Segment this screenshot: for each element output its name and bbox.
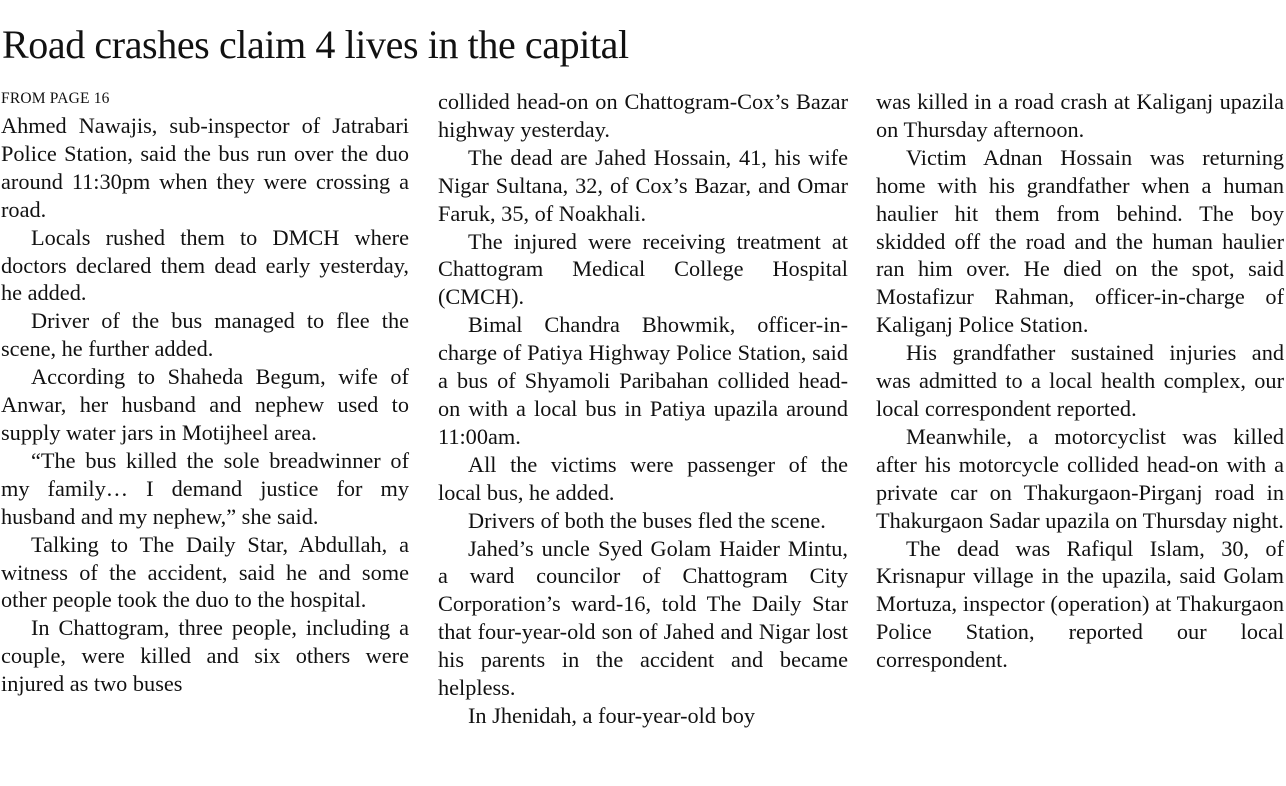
paragraph: Locals rushed them to DMCH where doctors declared them dead early yesterday, he added. — [1, 224, 409, 306]
paragraph: Driver of the bus managed to flee the scene, he further added. — [1, 308, 409, 362]
paragraph: Meanwhile, a motorcyclist was killed after his motorcycle collided head-on with a private car on Thakurgaon-Pirganj road in Thakurgaon Sadar upazila on Thursday night. — [876, 423, 1284, 533]
article-column-2 — [438, 88, 848, 730]
paragraph: was killed in a road crash at Kaliganj upazila on Thursday afternoon. — [876, 89, 1284, 142]
article-column-1 — [1, 112, 409, 698]
paragraph: According to Shaheda Begum, wife of Anwar, her husband and nephew used to supply water jars in Motijheel area. — [1, 364, 409, 445]
paragraph: Jahed’s uncle Syed Golam Haider Mintu, a ward councilor of Chattogram City Corporation’s ward-16, told The Daily Star that four-year-old son of Jahed and Nigar lost his parents in the accident and became helpless. — [438, 535, 848, 701]
headline: Road crashes claim 4 lives in the capital — [2, 22, 629, 67]
paragraph: In Chattogram, three people, including a couple, were killed and six others were injured as two buses — [1, 615, 409, 697]
paragraph: The injured were receiving treatment at Chattogram Medical College Hospital (CMCH). — [438, 228, 848, 310]
paragraph: All the victims were passenger of the local bus, he added. — [438, 451, 848, 505]
article-column-3 — [876, 88, 1284, 674]
paragraph: In Jhenidah, a four-year-old boy — [468, 702, 756, 728]
paragraph: His grandfather sustained injuries and was admitted to a local health complex, our local correspondent reported. — [876, 340, 1284, 421]
paragraph: Talking to The Daily Star, Abdullah, a witness of the accident, said he and some other people took the duo to the hospital. — [1, 531, 409, 613]
paragraph: “The bus killed the sole breadwinner of my family… I demand justice for my husband and my nephew,” she said. — [1, 447, 409, 529]
paragraph: The dead was Rafiqul Islam, 30, of Krisnapur village in the upazila, said Golam Mortuza, inspector (operation) at Thakurgaon Police Station, reported our local correspondent. — [876, 535, 1284, 673]
paragraph: Victim Adnan Hossain was returning home with his grandfather when a human haulier hit them from behind. The boy skidded off the road and the human haulier ran him over. He died on the spot, said Mostafizur Rahman, officer-in-charge of Kaliganj Police Station. — [876, 144, 1284, 338]
paragraph: Ahmed Nawajis, sub-inspector of Jatrabari Police Station, said the bus run over the duo around 11:30pm when they were crossing a road. — [1, 113, 409, 222]
paragraph: The dead are Jahed Hossain, 41, his wife Nigar Sultana, 32, of Cox’s Bazar, and Omar Faruk, 35, of Noakhali. — [438, 144, 848, 226]
paragraph: Drivers of both the buses fled the scene. — [468, 507, 826, 533]
paragraph: Bimal Chandra Bhowmik, officer-in-charge of Patiya Highway Police Station, said a bus of Shyamoli Paribahan collided head-on with a local bus in Patiya upazila around 11:00am. — [438, 312, 848, 449]
jump-line: FROM PAGE 16 — [1, 90, 110, 107]
paragraph: collided head-on on Chattogram-Cox’s Bazar highway yesterday. — [438, 89, 848, 142]
